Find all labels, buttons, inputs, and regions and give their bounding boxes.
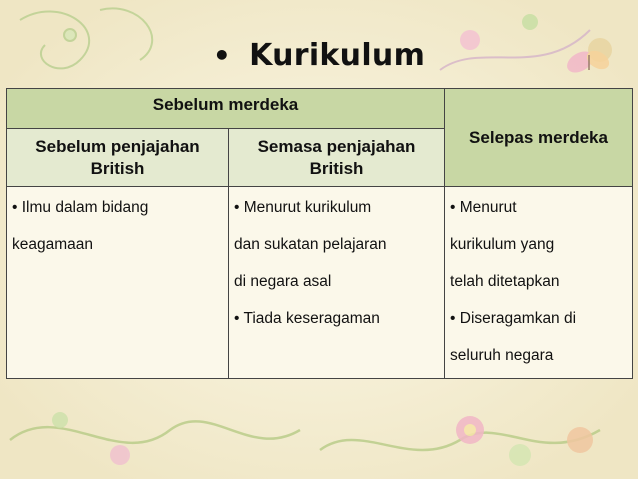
cell-line: dan sukatan pelajaran <box>234 236 387 253</box>
title-bullet: • <box>212 39 232 72</box>
header-sebelum-penjajahan: Sebelum penjajahan British <box>7 129 229 187</box>
cell-line: kurikulum yang <box>450 236 555 253</box>
cell-line: telah ditetapkan <box>450 273 560 290</box>
cell-line: • Menurut <box>450 199 517 216</box>
cell-semasa-penjajahan <box>229 187 445 379</box>
cell-selepas-merdeka <box>445 187 633 379</box>
slide-title <box>0 38 638 73</box>
cell-sebelum-penjajahan <box>7 187 229 379</box>
title-text: Kurikulum <box>249 38 426 73</box>
header-sebelum-merdeka: Sebelum merdeka <box>7 89 445 129</box>
header-selepas-merdeka: Selepas merdeka <box>445 89 633 187</box>
cell-line: keagamaan <box>12 236 94 253</box>
cell-line: • Diseragamkan di <box>450 310 577 327</box>
header-semasa-penjajahan: Semasa penjajahan British <box>229 129 445 187</box>
cell-line: seluruh negara <box>450 347 554 364</box>
cell-line: • Tiada keseragaman <box>234 310 380 327</box>
cell-line: • Ilmu dalam bidang <box>12 199 149 216</box>
curriculum-table <box>6 88 633 379</box>
cell-line: • Menurut kurikulum <box>234 199 372 216</box>
cell-line: di negara asal <box>234 273 332 290</box>
